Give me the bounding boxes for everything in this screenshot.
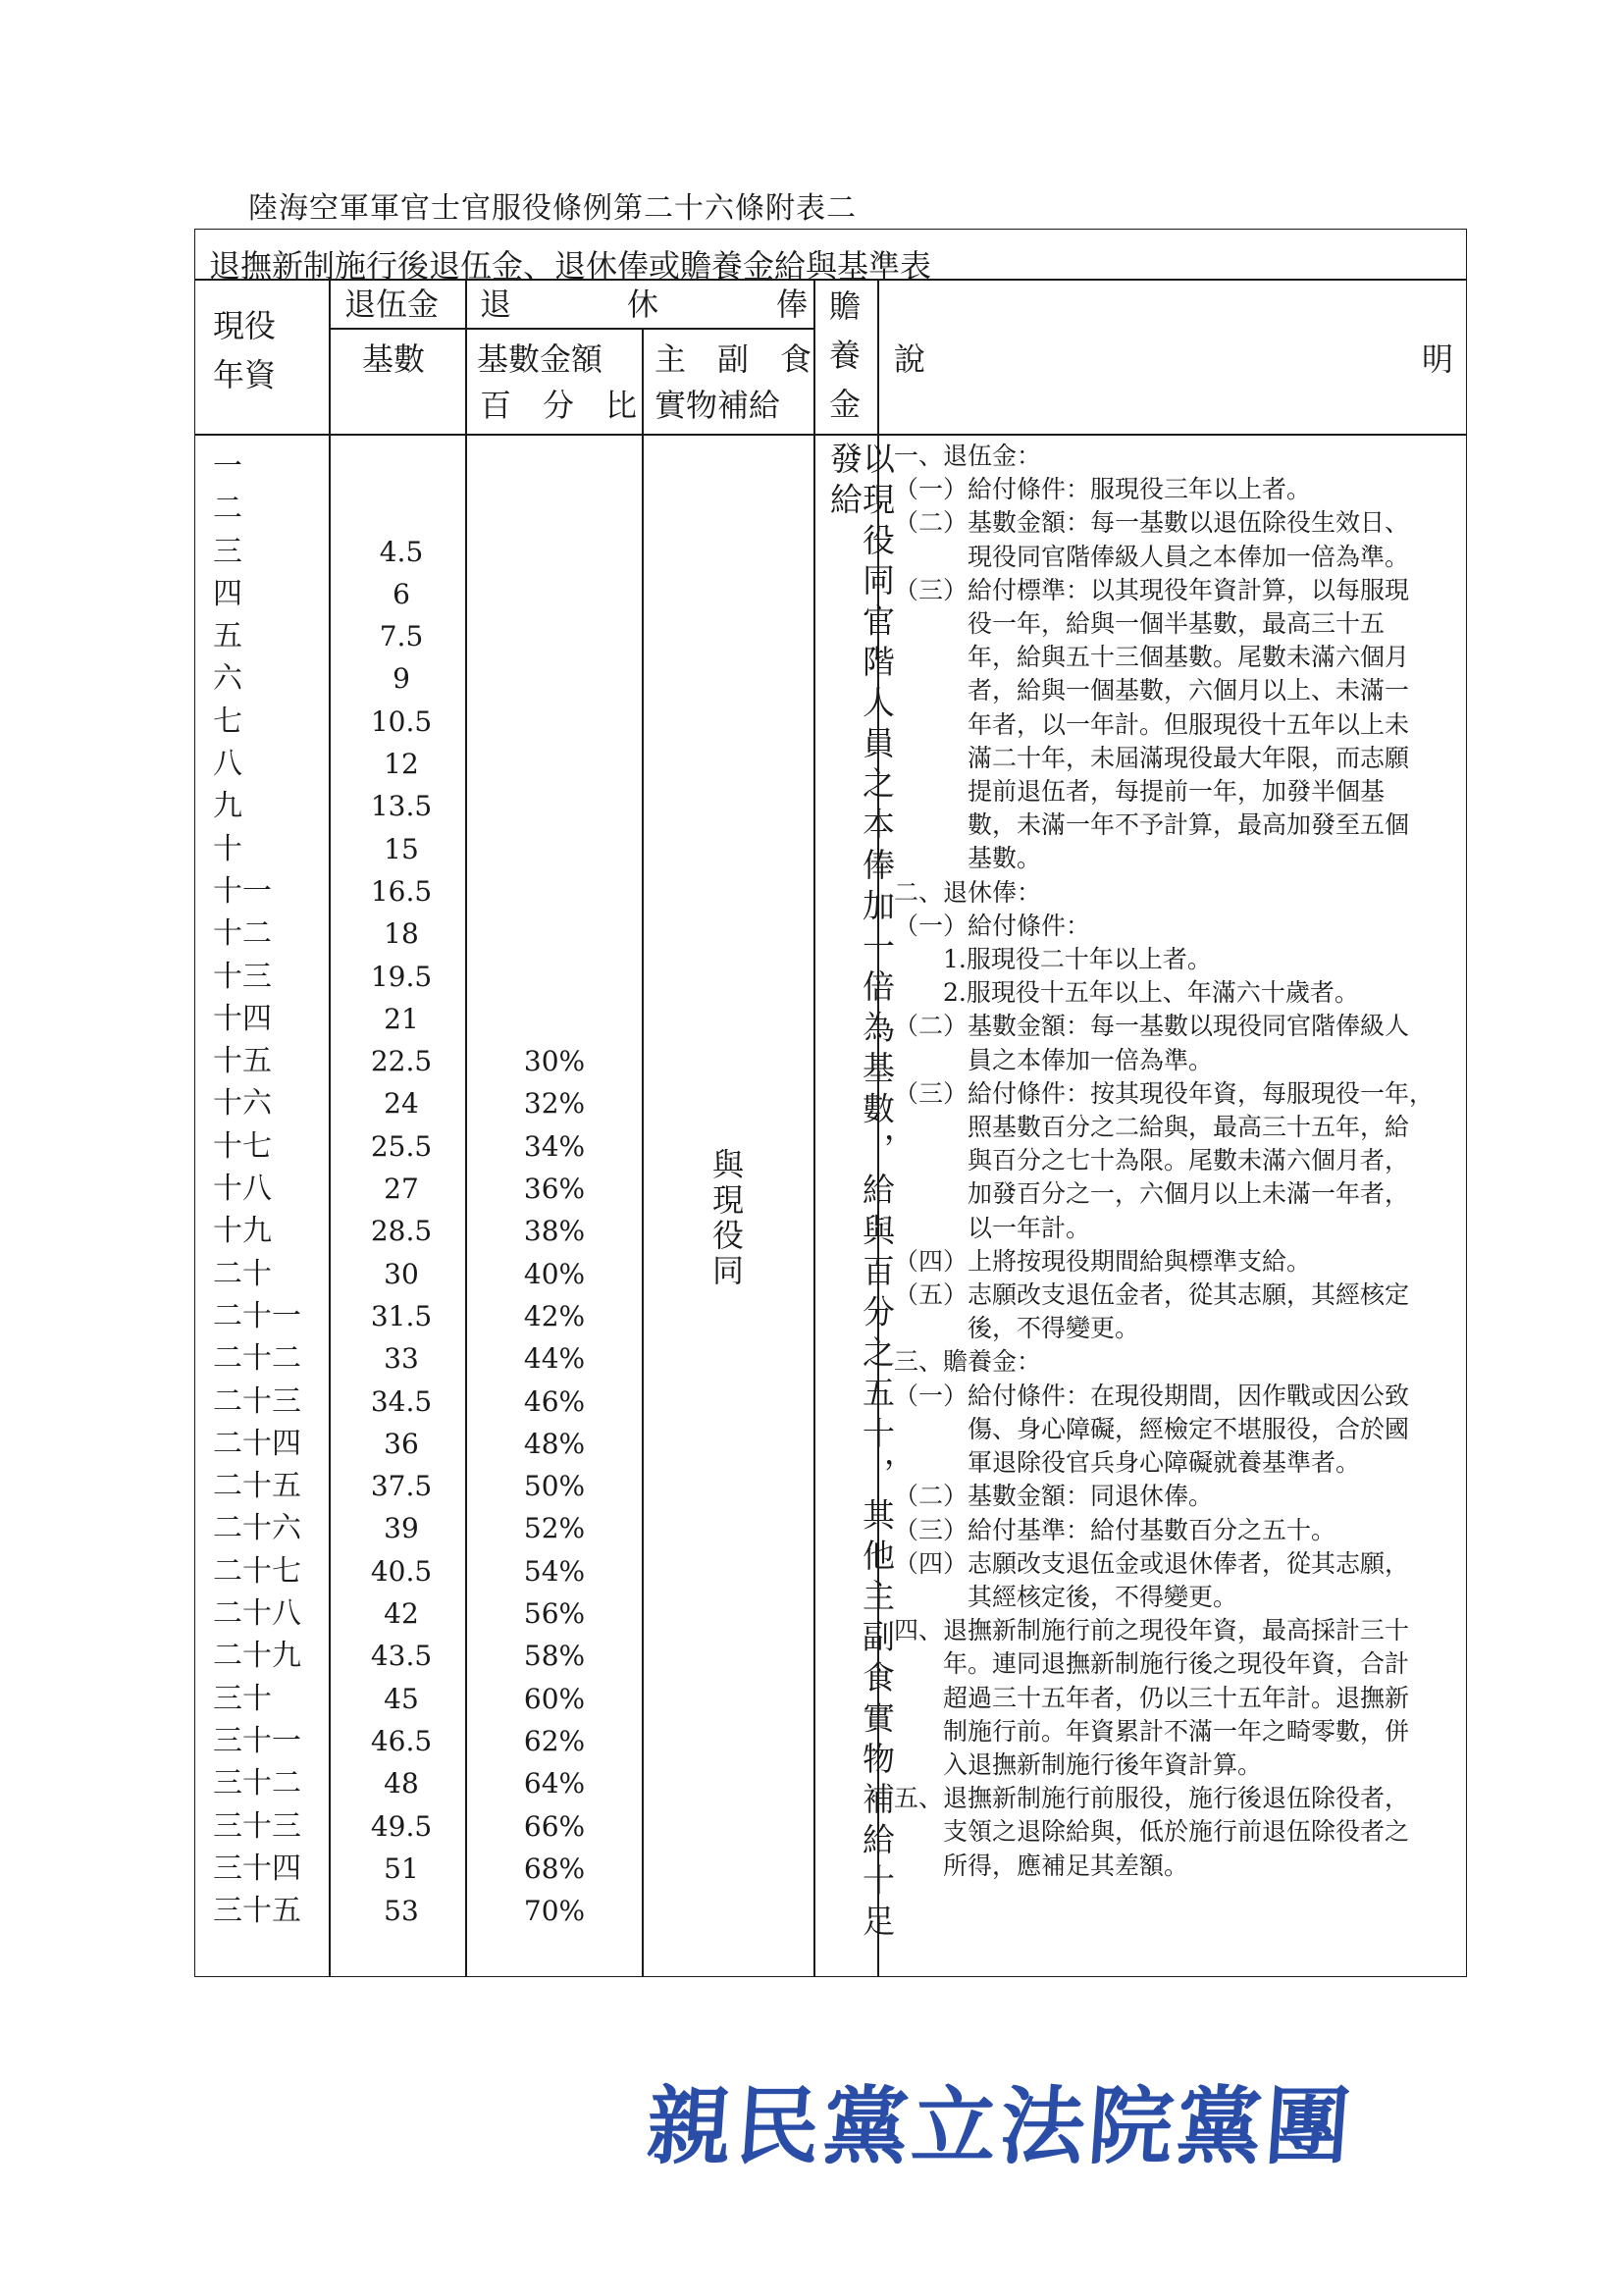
retirement-base-cell xyxy=(333,488,470,530)
service-year-cell: 三十一 xyxy=(213,1723,301,1758)
note-line: 傷、身心障礙，經檢定不堪服役，合於國 xyxy=(894,1414,1410,1443)
document-title: 陸海空軍軍官士官服役條例第二十六條附表二 xyxy=(248,191,857,226)
note-line: 二、退休俸： xyxy=(894,877,1042,907)
service-year-cell: 四 xyxy=(213,576,242,611)
pension-pct-cell: 44% xyxy=(523,1342,586,1376)
service-year-cell: 十三 xyxy=(213,959,272,994)
retirement-base-cell: 9 xyxy=(393,662,410,696)
retirement-base-cell: 24 xyxy=(384,1087,419,1121)
retirement-base-cell: 21 xyxy=(384,1002,419,1035)
pension-pct-cell: 68% xyxy=(523,1852,586,1885)
note-line: （一）給付條件：在現役期間，因作戰或因公致 xyxy=(894,1381,1410,1410)
retirement-base-cell: 34.5 xyxy=(370,1384,433,1418)
note-line: （二）基數金額：每一基數以退伍除役生效日、 xyxy=(894,508,1410,538)
pension-pct-cell xyxy=(466,573,643,615)
pension-pct-cell xyxy=(466,785,643,827)
service-year-cell: 十 xyxy=(213,831,242,866)
retirement-base-cell: 43.5 xyxy=(370,1640,433,1673)
note-line: 滿二十年，未屆滿現役最大年限，而志願 xyxy=(894,743,1410,772)
retirement-base-cell: 30 xyxy=(384,1257,419,1290)
header-notes-1: 說 xyxy=(894,340,926,378)
pension-pct-cell xyxy=(466,615,643,657)
note-line: 三、贍養金： xyxy=(894,1347,1042,1377)
pension-pct-cell xyxy=(466,998,643,1040)
col-divider-1 xyxy=(329,279,331,1976)
retirement-base-cell: 51 xyxy=(384,1852,419,1885)
notes-column xyxy=(894,440,1463,1883)
header-pension-food-1: 主 副 食 xyxy=(654,340,812,378)
note-line: 現役同官階俸級人員之本俸加一倍為準。 xyxy=(894,542,1410,571)
retirement-base-cell: 49.5 xyxy=(370,1809,433,1843)
retirement-base-cell: 7.5 xyxy=(379,620,424,653)
service-year-cell: 十二 xyxy=(213,916,272,952)
retirement-base-cell: 13.5 xyxy=(370,790,433,823)
retirement-base-cell: 37.5 xyxy=(370,1470,433,1503)
table-caption: 退撫新制施行後退伍金、退休俸或贍養金給與基準表 xyxy=(209,247,932,285)
retirement-base-cell: 19.5 xyxy=(370,960,433,993)
note-line: （三）給付條件：按其現役年資，每服現役一年， xyxy=(894,1078,1435,1108)
pension-pct-cell xyxy=(466,657,643,700)
note-line: 基數。 xyxy=(894,844,1042,873)
note-line: （二）基數金額：每一基數以現役同官階俸級人 xyxy=(894,1012,1410,1041)
service-year-cell: 二十二 xyxy=(213,1341,301,1377)
header-pension-food-2: 實物補給 xyxy=(654,387,781,424)
retirement-base-cell: 40.5 xyxy=(370,1554,433,1588)
note-line: 1.服現役二十年以上者。 xyxy=(894,945,1212,974)
service-year-cell: 十四 xyxy=(213,1001,272,1036)
pension-pct-cell xyxy=(466,701,643,743)
header-retirement-pay: 退伍金 xyxy=(344,286,440,323)
pension-pct-cell: 30% xyxy=(523,1045,586,1078)
pension-pct-cell: 62% xyxy=(523,1724,586,1757)
header-service-years-1: 現役 xyxy=(213,307,277,344)
header-pension-pct-1: 基數金額 xyxy=(477,340,603,378)
pension-pct-column xyxy=(466,445,643,1932)
pension-sub-divider xyxy=(465,328,813,330)
note-line: 年，給與五十三個基數。尾數未滿六個月 xyxy=(894,643,1410,672)
retirement-base-column xyxy=(333,445,470,1932)
note-line: 後，不得變更。 xyxy=(894,1314,1140,1343)
note-line: 超過三十五年者，仍以三十五年計。退撫新 xyxy=(894,1683,1410,1712)
note-line: （二）基數金額：同退休俸。 xyxy=(894,1482,1214,1511)
pension-pct-cell: 50% xyxy=(523,1470,586,1503)
col-divider-4 xyxy=(813,279,815,1976)
alimony-text: 以現役同官階人員之本俸加一倍為基數，給與百分之五十，其他主副食實物補給十足發給 xyxy=(825,442,896,1945)
service-year-cell: 二十四 xyxy=(213,1426,301,1461)
pension-pct-cell: 60% xyxy=(523,1682,586,1715)
note-line: 年者，以一年計。但服現役十五年以上未 xyxy=(894,709,1410,739)
retirement-base-cell: 12 xyxy=(384,748,419,781)
pension-pct-cell: 36% xyxy=(523,1173,586,1206)
retirement-base-cell: 6 xyxy=(393,577,410,610)
header-pension-2: 休 xyxy=(627,286,659,323)
note-line: 加發百分之一，六個月以上未滿一年者， xyxy=(894,1179,1410,1209)
note-line: （三）給付標準：以其現役年資計算，以每服現 xyxy=(894,575,1410,604)
retirement-base-cell: 31.5 xyxy=(370,1299,433,1332)
note-line: 五、退撫新制施行前服役，施行後退伍除役者， xyxy=(894,1784,1410,1813)
retirement-base-cell: 46.5 xyxy=(370,1724,433,1757)
note-line: 員之本俸加一倍為準。 xyxy=(894,1045,1214,1074)
note-line: 照基數百分之二給與，最高三十五年，給 xyxy=(894,1113,1410,1142)
note-line: 所得，應補足其差額。 xyxy=(894,1851,1189,1880)
note-line: 軍退除役官兵身心障礙就養基準者。 xyxy=(894,1448,1361,1478)
note-line: 支領之退除給與，低於施行前退伍除役者之 xyxy=(894,1817,1410,1847)
note-line: 役一年，給與一個半基數，最高三十五 xyxy=(894,609,1386,639)
service-year-cell: 十九 xyxy=(213,1214,272,1249)
retirement-base-cell: 42 xyxy=(384,1597,419,1631)
pension-pct-cell: 38% xyxy=(523,1215,586,1248)
header-alimony-2: 養 xyxy=(829,337,862,374)
header-notes-2: 明 xyxy=(1422,340,1454,378)
pension-pct-cell xyxy=(466,445,643,488)
pension-pct-cell: 40% xyxy=(523,1257,586,1290)
retirement-base-cell xyxy=(333,445,470,488)
service-year-cell: 十六 xyxy=(213,1086,272,1122)
service-years-column xyxy=(213,445,301,1932)
pension-pct-cell: 52% xyxy=(523,1512,586,1545)
header-alimony-3: 金 xyxy=(829,386,862,423)
header-pension-1: 退 xyxy=(480,286,512,323)
note-line: 年。連同退撫新制施行後之現役年資，合計 xyxy=(894,1649,1410,1679)
pension-pct-cell xyxy=(466,956,643,998)
service-year-cell: 三 xyxy=(213,534,242,569)
service-year-cell: 二十 xyxy=(213,1256,272,1291)
retirement-base-cell: 33 xyxy=(384,1342,419,1376)
retirement-base-cell: 10.5 xyxy=(370,704,433,738)
note-line: 以一年計。 xyxy=(894,1213,1091,1242)
note-line: （一）給付條件：服現役三年以上者。 xyxy=(894,475,1312,504)
retirement-base-cell: 36 xyxy=(384,1427,419,1460)
pension-pct-cell: 54% xyxy=(523,1554,586,1588)
header-pension-pct-2: 百 分 比 xyxy=(480,387,638,424)
service-year-cell: 二十七 xyxy=(213,1553,301,1589)
header-service-years-2: 年資 xyxy=(213,356,277,393)
header-pension-3: 俸 xyxy=(776,286,809,323)
retirement-base-cell: 28.5 xyxy=(370,1215,433,1248)
retirement-base-cell: 25.5 xyxy=(370,1129,433,1163)
note-line: 制施行前。年資累計不滿一年之畸零數，併 xyxy=(894,1716,1410,1746)
pension-pct-cell: 46% xyxy=(523,1384,586,1418)
pension-pct-cell xyxy=(466,870,643,913)
header-alimony-1: 贍 xyxy=(829,287,862,325)
pension-pct-cell: 42% xyxy=(523,1299,586,1332)
service-year-cell: 二十五 xyxy=(213,1469,301,1504)
pension-pct-cell: 32% xyxy=(523,1087,586,1121)
note-line: （四）志願改支退伍金或退休俸者，從其志願， xyxy=(894,1548,1410,1578)
note-line: 提前退伍者，每提前一年，加發半個基 xyxy=(894,777,1386,807)
service-year-cell: 十八 xyxy=(213,1172,272,1207)
note-line: 四、退撫新制施行前之現役年資，最高採計三十 xyxy=(894,1616,1410,1645)
retirement-base-cell: 27 xyxy=(384,1173,419,1206)
note-line: 2.服現役十五年以上、年滿六十歲者。 xyxy=(894,978,1359,1008)
service-year-cell: 三十五 xyxy=(213,1894,301,1929)
header-divider xyxy=(195,434,1466,436)
retirement-base-cell: 53 xyxy=(384,1895,419,1928)
service-year-cell: 三十 xyxy=(213,1681,272,1716)
retirement-base-cell: 39 xyxy=(384,1512,419,1545)
service-year-cell: 七 xyxy=(213,704,242,739)
retirement-base-cell: 16.5 xyxy=(370,874,433,908)
pension-pct-cell xyxy=(466,531,643,573)
food-supply-text: 與現役同 xyxy=(707,1148,745,1289)
pension-pct-cell: 58% xyxy=(523,1640,586,1673)
pension-pct-cell: 66% xyxy=(523,1809,586,1843)
service-year-cell: 十五 xyxy=(213,1044,272,1079)
retirement-base-cell: 45 xyxy=(384,1682,419,1715)
retirement-sub-divider xyxy=(329,328,465,330)
service-year-cell: 三十二 xyxy=(213,1766,301,1801)
service-year-cell: 十一 xyxy=(213,873,272,909)
note-line: 者，給與一個基數，六個月以上、未滿一 xyxy=(894,676,1410,705)
header-retirement-unit: 基數 xyxy=(362,340,426,378)
retirement-base-cell: 18 xyxy=(384,917,419,951)
service-year-cell: 二十一 xyxy=(213,1298,301,1333)
note-line: （五）志願改支退伍金者，從其志願，其經核定 xyxy=(894,1280,1410,1310)
service-year-cell: 二十八 xyxy=(213,1596,301,1632)
service-year-cell: 二 xyxy=(213,492,242,527)
service-year-cell: 三十四 xyxy=(213,1851,301,1886)
note-line: 與百分之七十為限。尾數未滿六個月者， xyxy=(894,1146,1410,1175)
service-year-cell: 二十九 xyxy=(213,1639,301,1674)
service-year-cell: 五 xyxy=(213,619,242,654)
pension-pct-cell: 64% xyxy=(523,1767,586,1800)
note-line: 一、退伍金： xyxy=(894,442,1042,470)
retirement-base-cell: 22.5 xyxy=(370,1045,433,1078)
pension-pct-cell: 70% xyxy=(523,1895,586,1928)
pension-pct-cell: 34% xyxy=(523,1129,586,1163)
pension-pct-cell xyxy=(466,488,643,530)
party-stamp: 親民黨立法院黨團 xyxy=(643,2077,1358,2176)
service-year-cell: 三十三 xyxy=(213,1808,301,1844)
pension-pct-cell xyxy=(466,913,643,955)
pension-pct-cell xyxy=(466,743,643,785)
service-year-cell: 八 xyxy=(213,747,242,782)
note-line: （一）給付條件： xyxy=(894,911,1091,940)
note-line: （四）上將按現役期間給與標準支給。 xyxy=(894,1246,1312,1276)
service-year-cell: 二十三 xyxy=(213,1383,301,1419)
retirement-base-cell: 4.5 xyxy=(379,535,424,568)
pension-pct-cell: 56% xyxy=(523,1597,586,1631)
service-year-cell: 二十六 xyxy=(213,1511,301,1546)
service-year-cell: 十七 xyxy=(213,1128,272,1164)
note-line: （三）給付基準：給付基數百分之五十。 xyxy=(894,1515,1336,1544)
service-year-cell: 六 xyxy=(213,661,242,697)
note-line: 入退撫新制施行後年資計算。 xyxy=(894,1749,1263,1779)
note-line: 數，未滿一年不予計算，最高加發至五個 xyxy=(894,810,1410,840)
benefit-table xyxy=(194,229,1467,1977)
pension-pct-cell xyxy=(466,828,643,870)
retirement-base-cell: 48 xyxy=(384,1767,419,1800)
note-line: 其經核定後，不得變更。 xyxy=(894,1582,1238,1611)
pension-pct-cell: 48% xyxy=(523,1427,586,1460)
service-year-cell: 九 xyxy=(213,789,242,824)
retirement-base-cell: 15 xyxy=(384,832,419,865)
service-year-cell: 一 xyxy=(213,449,242,484)
